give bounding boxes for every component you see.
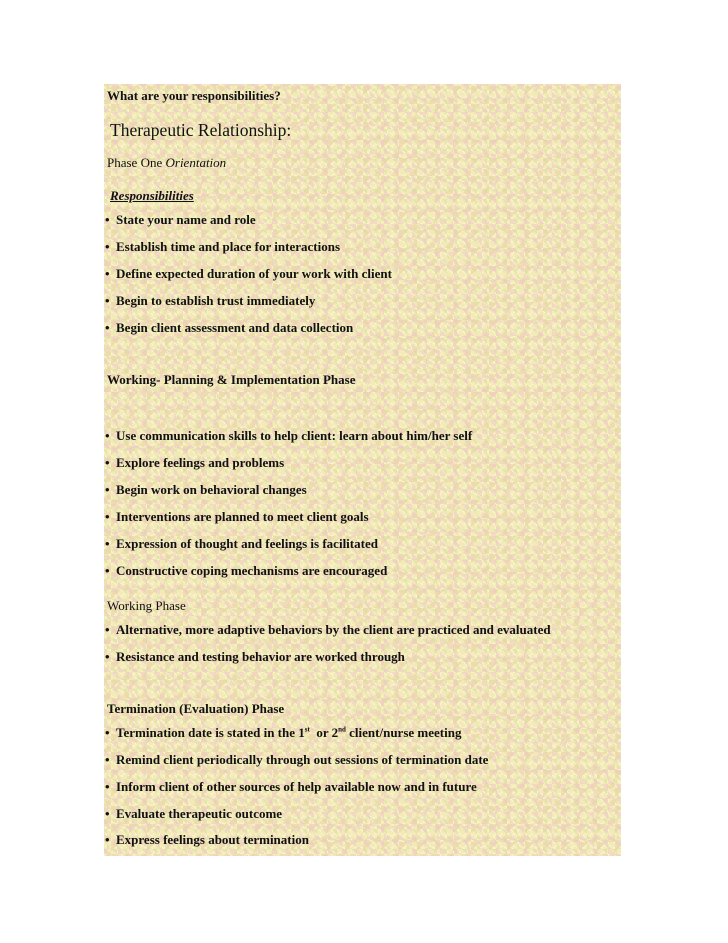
list-item-text: Define expected duration of your work with client [116, 266, 392, 281]
bullet-icon: • [105, 725, 110, 740]
bullet-icon: • [105, 649, 110, 664]
bullet-icon: • [105, 320, 110, 335]
responsibilities-heading: Responsibilities [110, 188, 194, 203]
list-item [105, 622, 551, 638]
phase-one-label: Phase One [107, 155, 163, 170]
list-item-text: Explore feelings and problems [116, 455, 285, 470]
list-item-text: Remind client periodically through out sessions of termination date [116, 752, 489, 767]
list-item-text: Begin client assessment and data collection [116, 320, 354, 335]
list-item-text: Use communication skills to help client: learn about him/her self [116, 428, 473, 443]
working-heading: Working- Planning & Implementation Phase [107, 372, 356, 387]
list-item [105, 752, 488, 768]
list-item-text: Constructive coping mechanisms are encouraged [116, 563, 388, 578]
bullet-icon: • [105, 806, 110, 821]
list-item [105, 428, 472, 444]
list-item-text: State your name and role [116, 212, 256, 227]
question-heading: What are your responsibilities? [107, 88, 281, 103]
list-item-text [116, 725, 461, 740]
list-item-text: Express feelings about termination [116, 832, 309, 847]
phase-one-sub: Orientation [165, 155, 227, 170]
list-item [105, 320, 353, 336]
list-item [105, 482, 307, 498]
ordinal-suffix: st [304, 725, 310, 734]
list-item [105, 649, 405, 665]
list-item [105, 212, 256, 228]
list-item [105, 455, 284, 471]
list-item-text: Interventions are planned to meet client goals [116, 509, 369, 524]
list-item-text: Resistance and testing behavior are worked through [116, 649, 405, 664]
page-title: Therapeutic Relationship: [110, 120, 292, 140]
termination-heading: Termination (Evaluation) Phase [107, 701, 285, 716]
list-item-text: Inform client of other sources of help available now and in future [116, 779, 477, 794]
bullet-icon: • [105, 622, 110, 637]
ordinal-suffix: nd [338, 725, 346, 734]
list-item [105, 536, 378, 552]
bullet-icon: • [105, 212, 110, 227]
bullet-icon: • [105, 509, 110, 524]
bullet-icon: • [105, 239, 110, 254]
list-item-text: Establish time and place for interactions [116, 239, 341, 254]
list-item-text: Expression of thought and feelings is facilitated [116, 536, 378, 551]
bullet-icon: • [105, 482, 110, 497]
working-phase-label: Working Phase [107, 598, 186, 613]
list-item [105, 725, 461, 741]
list-item-text: Evaluate therapeutic outcome [116, 806, 283, 821]
list-item [105, 806, 282, 822]
bullet-icon: • [105, 266, 110, 281]
termination-text-mid: or 2 [309, 725, 339, 740]
list-item [105, 509, 369, 525]
termination-text-pre: Termination date is stated in the 1 [116, 725, 305, 740]
bullet-icon: • [105, 779, 110, 794]
list-item-text: Begin to establish trust immediately [116, 293, 316, 308]
bullet-icon: • [105, 563, 110, 578]
phase-one-heading [107, 155, 226, 171]
list-item [105, 266, 392, 282]
list-item [105, 832, 309, 848]
list-item [105, 779, 477, 795]
list-item-text: Alternative, more adaptive behaviors by the client are practiced and evaluated [116, 622, 551, 637]
bullet-icon: • [105, 293, 110, 308]
list-item [105, 239, 340, 255]
list-item [105, 293, 315, 309]
bullet-icon: • [105, 752, 110, 767]
bullet-icon: • [105, 455, 110, 470]
termination-text-post: client/nurse meeting [345, 725, 462, 740]
list-item-text: Begin work on behavioral changes [116, 482, 307, 497]
list-item [105, 563, 387, 579]
bullet-icon: • [105, 832, 110, 847]
bullet-icon: • [105, 536, 110, 551]
bullet-icon: • [105, 428, 110, 443]
